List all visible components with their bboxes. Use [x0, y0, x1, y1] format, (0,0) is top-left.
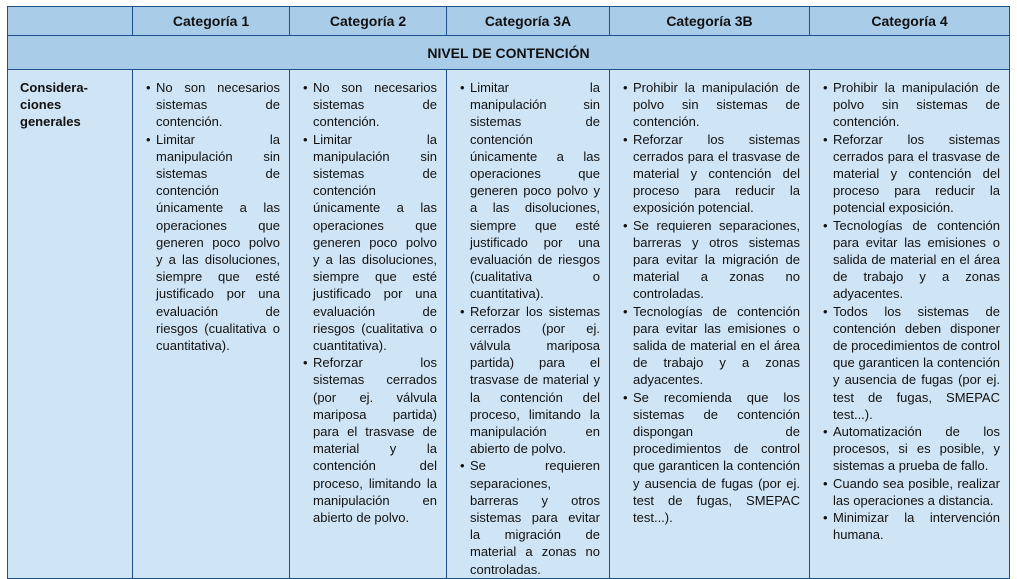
list-cat2 — [303, 79, 437, 526]
cell-cat2 — [290, 70, 447, 579]
list-cat3a — [460, 79, 600, 578]
list-item: • Reforzar los sistemas cerrados (por ej. válvula mariposa partida) para el trasvase de material y la contención del proceso, limitando la manipulación en abierto de polvo. — [460, 303, 600, 458]
list-item: • Automatización de los procesos, si es posible, y sistemas a prueba de fallo. — [823, 423, 1000, 475]
header-corner — [8, 7, 133, 36]
list-item: • No son necesarios sistemas de contención. — [303, 79, 437, 131]
list-item: • Se requieren separaciones, barreras y otros sistemas para evitar la migración de material a zonas no controladas. — [460, 457, 600, 577]
list-item: • Todos los sistemas de contención deben disponer de procedimientos de control que garanticen la contención y ausencia de fugas (por ej. test de fugas, SMEPAC test...). — [823, 303, 1000, 423]
row-header — [8, 70, 133, 579]
list-item: • Se recomienda que los sistemas de contención dispongan de procedimientos de control que garanticen la contención y ausencia de fugas (por ej. test de fugas, SMEPAC test...). — [623, 389, 800, 527]
list-item: • No son necesarios sistemas de contención. — [146, 79, 280, 131]
body-row — [8, 70, 1010, 579]
list-item: • Prohibir la manipulación de polvo sin sistemas de contención. — [823, 79, 1000, 131]
list-item: • Limitar la manipulación sin sistemas de contención únicamente a las operaciones que generen poco polvo y a las disoluciones, siempre que esté justificado por una evaluación de riesgos (cualitativa o cuantitativa). — [460, 79, 600, 303]
list-item: • Limitar la manipulación sin sistemas de contención únicamente a las operaciones que generen poco polvo y a las disoluciones, siempre que esté justificado por una evaluación de riesgos (cualitativa o cuantitativa). — [303, 131, 437, 355]
list-item: • Cuando sea posible, realizar las operaciones a distancia. — [823, 475, 1000, 509]
header-row — [8, 7, 1010, 36]
list-item: • Minimizar la intervención humana. — [823, 509, 1000, 543]
header-cat4: Categoría 4 — [810, 7, 1010, 36]
cell-cat3a — [447, 70, 610, 579]
cell-cat4 — [810, 70, 1010, 579]
list-cat4 — [823, 79, 1000, 543]
band-title: NIVEL DE CONTENCIÓN — [8, 36, 1010, 70]
list-item: • Reforzar los sistemas cerrados para el trasvase de material y contención del proceso para reducir la potencial exposición. — [823, 131, 1000, 217]
list-item: • Tecnologías de contención para evitar las emisiones o salida de material en el área de trabajo y a zonas adyacentes. — [623, 303, 800, 389]
row-header-text: Considera- ciones generales — [20, 80, 88, 130]
list-cat1 — [146, 79, 280, 354]
list-item: • Se requieren separaciones, barreras y otros sistemas para evitar la migración de material a zonas no controladas. — [623, 217, 800, 303]
list-item: • Reforzar los sistemas cerrados para el trasvase de material y contención del proceso para reducir la exposición potencial. — [623, 131, 800, 217]
containment-table — [7, 6, 1009, 577]
band-row — [8, 36, 1010, 70]
list-item: • Limitar la manipulación sin sistemas de contención únicamente a las operaciones que generen poco polvo y a las disoluciones, siempre que esté justificado por una evaluación de riesgos (cualitativa o cuantitativa). — [146, 131, 280, 355]
list-cat3b — [623, 79, 800, 526]
table — [7, 6, 1010, 579]
header-cat2: Categoría 2 — [290, 7, 447, 36]
header-cat1: Categoría 1 — [133, 7, 290, 36]
list-item: • Reforzar los sistemas cerrados (por ej. válvula mariposa partida) para el trasvase de material y la contención del proceso, limitando la manipulación en abierto de polvo. — [303, 354, 437, 526]
header-cat3b: Categoría 3B — [610, 7, 810, 36]
list-item: • Tecnologías de contención para evitar las emisiones o salida de material en el área de trabajo y a zonas adyacentes. — [823, 217, 1000, 303]
list-item: • Prohibir la manipulación de polvo sin sistemas de contención. — [623, 79, 800, 131]
header-cat3a: Categoría 3A — [447, 7, 610, 36]
cell-cat1 — [133, 70, 290, 579]
cell-cat3b — [610, 70, 810, 579]
